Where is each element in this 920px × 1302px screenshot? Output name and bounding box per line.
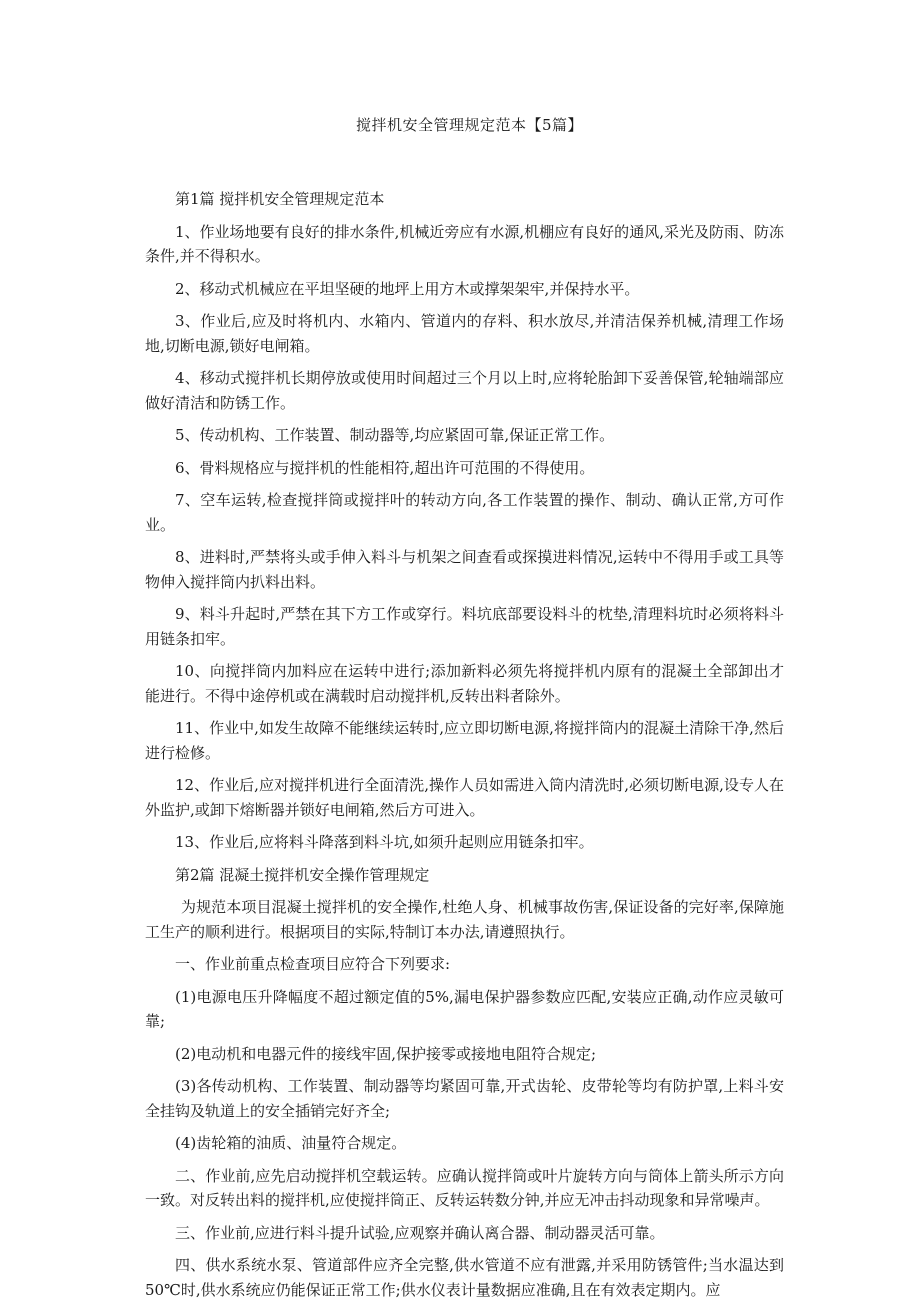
paragraph: 四、供水系统水泵、管道部件应齐全完整,供水管道不应有泄露,并采用防锈管件;当水温达到50℃时,供水系统应仍能保证正常工作;供水仪表计量数据应准确,且在有效表定期内。应	[145, 1256, 784, 1299]
paragraph: 一、作业前重点检查项目应符合下列要求:	[175, 955, 451, 973]
paragraph: (3)各传动机构、工作装置、制动器等均紧固可靠,开式齿轮、皮带轮等均有防护罩,上料斗安全挂钩及轨道上的安全插销完好齐全;	[145, 1077, 784, 1120]
paragraph: (1)电源电压升降幅度不超过额定值的5%,漏电保护器参数应匹配,安装应正确,动作应灵敏可靠;	[145, 987, 784, 1030]
paragraph: 2、移动式机械应在平坦坚硬的地坪上用方木或撑架架牢,并保持水平。	[175, 279, 640, 298]
paragraph: 5、传动机构、工作装置、制动器等,均应紧固可靠,保证正常工作。	[175, 426, 615, 444]
paragraph: 为规范本项目混凝土搅拌机的安全操作,杜绝人身、机械事故伤害,保证设备的完好率,保障施工生产的顺利进行。根据项目的实际,特制订本办法,请遵照执行。	[145, 898, 784, 941]
paragraph: 6、骨料规格应与搅拌机的性能相符,超出许可范围的不得使用。	[175, 458, 595, 477]
paragraph: (2)电动机和电器元件的接线牢固,保护接零或接地电阻符合规定;	[175, 1044, 597, 1063]
section-heading-2: 第2篇 混凝土搅拌机安全操作管理规定	[175, 865, 430, 884]
paragraph: 10、向搅拌筒内加料应在运转中进行;添加新料必须先将搅拌机内原有的混凝土全部卸出才能进行。不得中途停机或在满载时启动搅拌机,反转出料者除外。	[145, 662, 784, 705]
paragraph: 二、作业前,应先启动搅拌机空载运转。应确认搅拌筒或叶片旋转方向与筒体上箭头所示方向一致。对反转出料的搅拌机,应使搅拌筒正、反转运转数分钟,并应无冲击抖动现象和异常噪声。	[145, 1166, 784, 1209]
paragraph: 8、进料时,严禁将头或手伸入料斗与机架之间查看或探摸进料情况,运转中不得用手或工具等物伸入搅拌筒内扒料出料。	[145, 548, 784, 591]
paragraph: 12、作业后,应对搅拌机进行全面清洗,操作人员如需进入筒内清洗时,必须切断电源,设专人在外监护,或卸下熔断器并锁好电闸箱,然后方可进入。	[145, 776, 784, 819]
paragraph: 4、移动式搅拌机长期停放或使用时间超过三个月以上时,应将轮胎卸下妥善保管,轮轴端部应做好清洁和防锈工作。	[145, 369, 784, 412]
section-heading-1: 第1篇 搅拌机安全管理规定范本	[175, 190, 385, 208]
paragraph: 9、料斗升起时,严禁在其下方工作或穿行。料坑底部要设料斗的枕垫,清理料坑时必须将料斗用链条扣牢。	[145, 605, 784, 648]
paragraph: 13、作业后,应将料斗降落到料斗坑,如须升起则应用链条扣牢。	[175, 833, 594, 851]
paragraph: 11、作业中,如发生故障不能继续运转时,应立即切断电源,将搅拌筒内的混凝土清除干净,然后进行检修。	[145, 719, 784, 762]
paragraph: 三、作业前,应进行料斗提升试验,应观察并确认离合器、制动器灵活可靠。	[175, 1223, 665, 1242]
document-title: 搅拌机安全管理规定范本【5篇】	[355, 116, 584, 134]
paragraph: (4)齿轮箱的油质、油量符合规定。	[175, 1134, 407, 1152]
paragraph: 3、作业后,应及时将机内、水箱内、管道内的存料、积水放尽,并清洁保养机械,清理工作场地,切断电源,锁好电闸箱。	[145, 312, 784, 355]
paragraph: 7、空车运转,检查搅拌筒或搅拌叶的转动方向,各工作装置的操作、制动、确认正常,方可作业。	[145, 491, 784, 534]
paragraph: 1、作业场地要有良好的排水条件,机械近旁应有水源,机棚应有良好的通风,采光及防雨、防冻条件,并不得积水。	[145, 222, 784, 265]
